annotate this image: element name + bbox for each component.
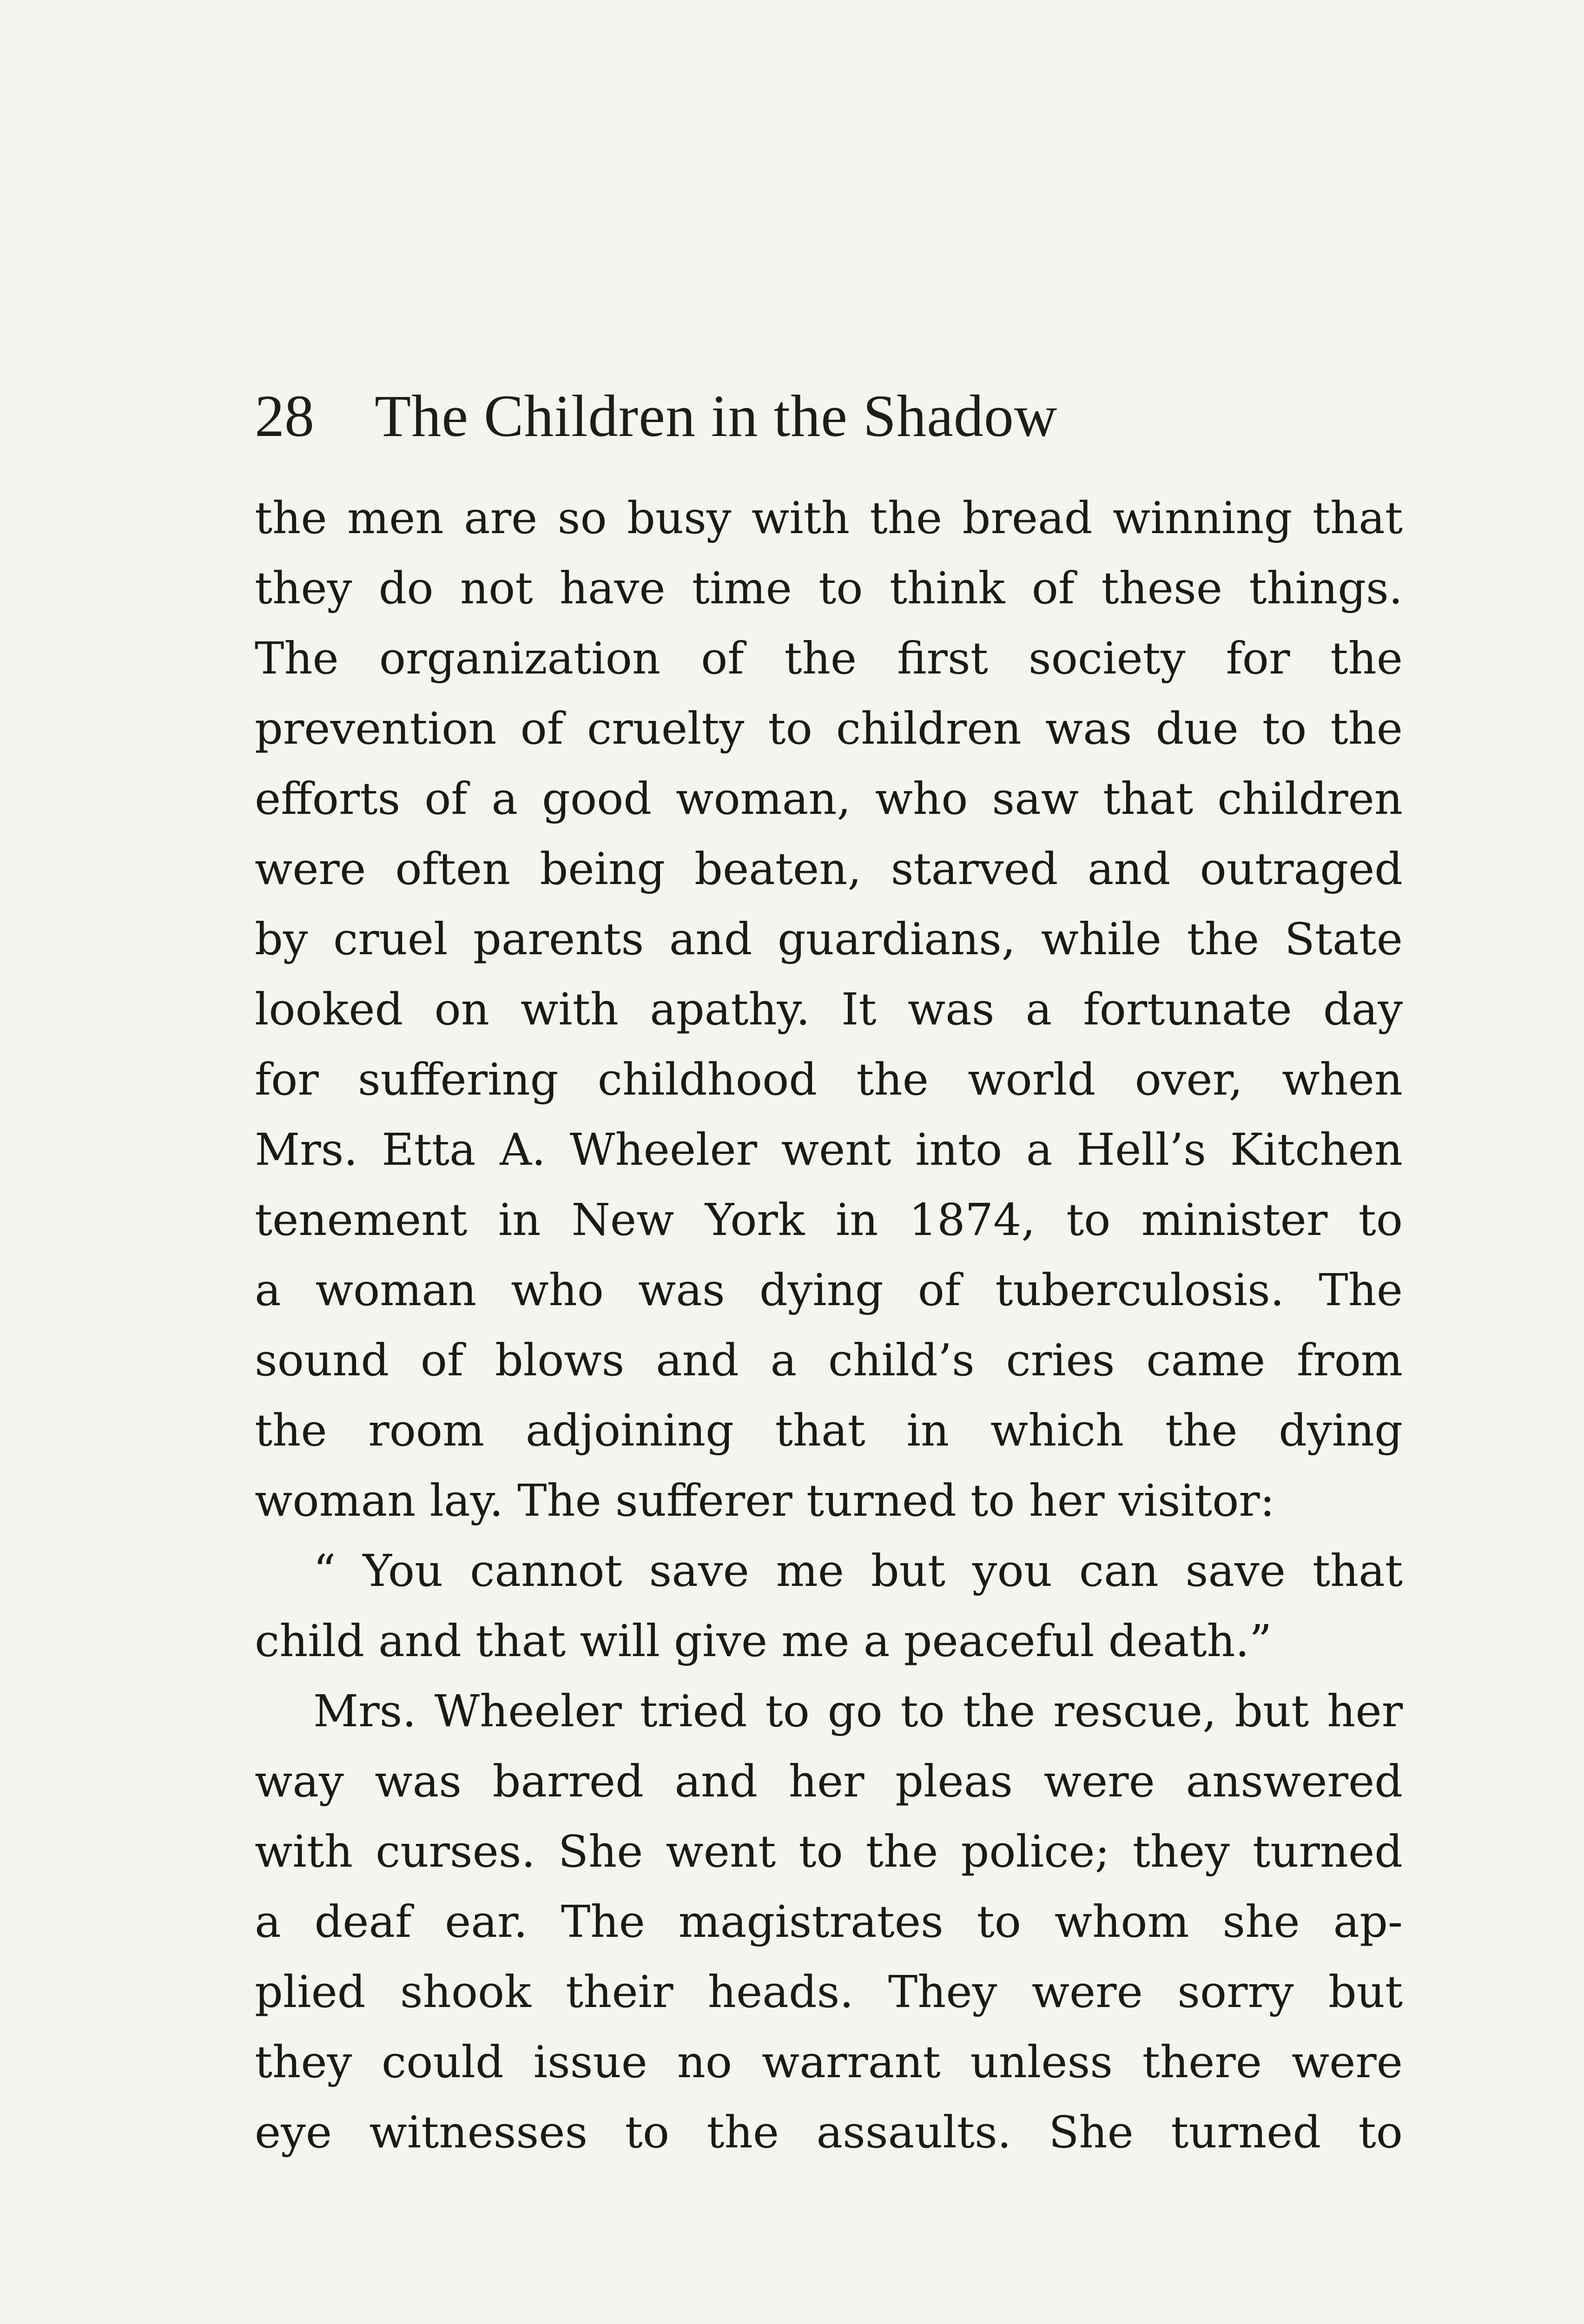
- text-line: The organization of the first society for the: [255, 633, 1403, 684]
- text-line: way was barred and her pleas were answered: [255, 1756, 1403, 1807]
- running-title: The Children in the Shadow: [375, 383, 1058, 449]
- text-line: efforts of a good woman, who saw that children: [255, 773, 1403, 825]
- text-line: Mrs. Etta A. Wheeler went into a Hell’s Kitchen: [255, 1124, 1403, 1175]
- text-line: looked on with apathy. It was a fortunate day: [255, 984, 1403, 1035]
- text-line: a deaf ear. The magistrates to whom she ap-: [255, 1896, 1403, 1948]
- text-line: with curses. She went to the police; they turned: [255, 1826, 1403, 1877]
- text-line: the room adjoining that in which the dying: [255, 1405, 1403, 1456]
- page-header: [255, 376, 1417, 456]
- text-line: “ You cannot save me but you can save that: [313, 1545, 1403, 1597]
- body-text: [255, 483, 1403, 2168]
- text-line: woman lay. The sufferer turned to her visitor:: [255, 1475, 1275, 1526]
- text-line: plied shook their heads. They were sorry but: [255, 1967, 1403, 2018]
- text-line: Mrs. Wheeler tried to go to the rescue, but her: [313, 1686, 1403, 1737]
- text-line: they do not have time to think of these things.: [255, 563, 1403, 614]
- text-line: eye witnesses to the assaults. She turned to: [255, 2107, 1403, 2158]
- text-line: were often being beaten, starved and outraged: [255, 844, 1403, 895]
- text-line: by cruel parents and guardians, while the State: [255, 914, 1403, 965]
- text-line: they could issue no warrant unless there were: [255, 2037, 1403, 2088]
- text-line: tenement in New York in 1874, to minister to: [255, 1195, 1403, 1246]
- text-line: a woman who was dying of tuberculosis. The: [255, 1265, 1403, 1316]
- text-line: for suffering childhood the world over, when: [255, 1054, 1403, 1105]
- text-line: prevention of cruelty to children was due to the: [255, 703, 1403, 754]
- text-line: child and that will give me a peaceful death.”: [255, 1616, 1272, 1667]
- text-line: the men are so busy with the bread winning that: [255, 493, 1403, 544]
- text-line: sound of blows and a child’s cries came from: [255, 1335, 1403, 1386]
- page-number: 28: [255, 383, 314, 449]
